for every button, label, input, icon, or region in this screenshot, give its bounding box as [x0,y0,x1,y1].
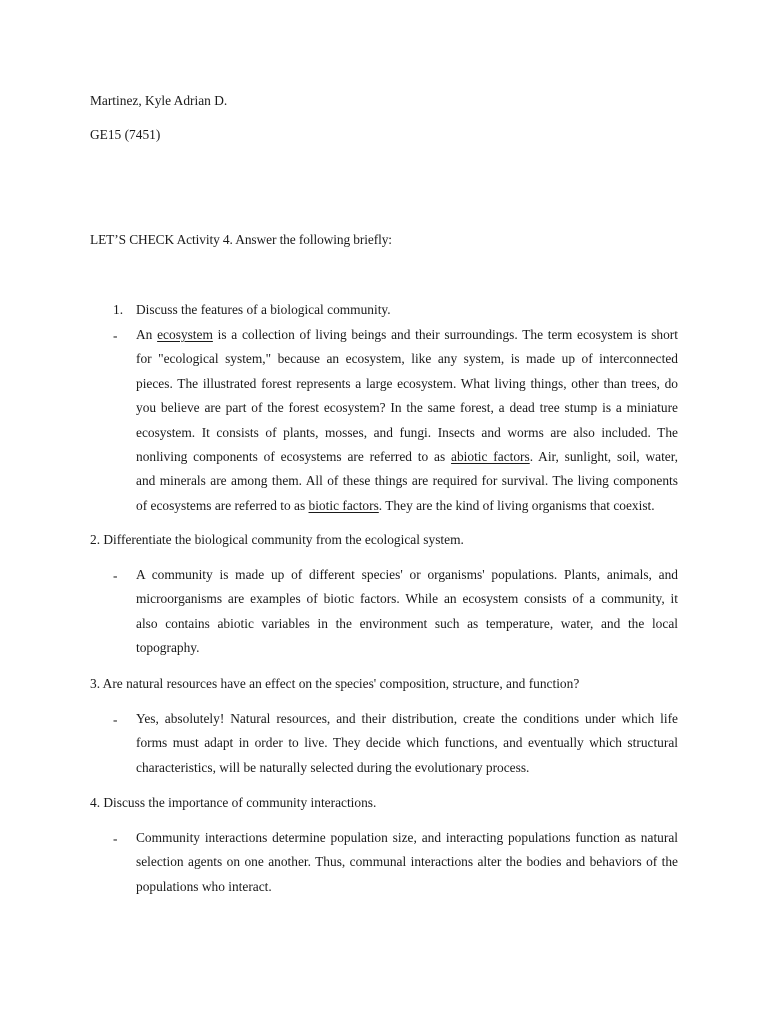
question-1-text: Discuss the features of a biological community. [136,302,391,317]
answer-3 [136,707,678,780]
answer-1-line: you believe are part of the forest ecosystem? In the same forest, a dead tree stump is a miniature [136,400,678,416]
answer-2-line: microorganisms are examples of biotic factors. While an ecosystem consists of a community, it [136,591,678,607]
question-1-number: 1. [113,302,124,317]
term-abiotic-factors: abiotic factors [451,448,530,464]
answer-4-line: populations who interact. [136,878,272,894]
question-2-text: 2. Differentiate the biological community from the ecological system. [90,532,464,547]
term-ecosystem: ecosystem [157,327,213,342]
term-biotic-factors: biotic factors [308,497,379,513]
answer-2-line: A community is made up of different species' or organisms' populations. Plants, animals, and [136,567,678,582]
answer-4-line: selection agents on one another. Thus, communal interactions alter the bodies and behaviors of the [136,854,678,870]
answer-1 [136,323,678,518]
student-name: Martinez, Kyle Adrian D. [90,93,228,108]
answer-3-line: characteristics, will be naturally selected during the evolutionary process. [136,759,530,775]
answer-1-line: for "ecological system," because an ecosystem, like any system, is made up of interconnected [136,351,678,367]
answer-3-line: Yes, absolutely! Natural resources, and their distribution, create the conditions under which life [136,711,678,726]
answer-1-line: nonliving components of ecosystems are referred to as abiotic factors. Air, sunlight, soil, water, [136,448,679,464]
course-code: GE15 (7451) [90,127,161,142]
answer-1-line: pieces. The illustrated forest represents a large ecosystem. What living things, other than trees, do [136,375,678,391]
answer-3-bullet: - [113,712,118,727]
question-4-text: 4. Discuss the importance of community interactions. [90,795,377,810]
answer-1-line: An ecosystem is a collection of living beings and their surroundings. The term ecosystem is short [136,327,678,342]
question-3-text: 3. Are natural resources have an effect on the species' composition, structure, and function? [90,676,580,691]
answer-1-line: ecosystem. It consists of plants, mosses, and fungi. Insects and worms are also included. The [136,424,678,440]
answer-3-line: forms must adapt in order to live. They decide which functions, and eventually which structural [136,735,678,751]
activity-title: LET’S CHECK Activity 4. Answer the following briefly: [90,232,392,247]
answer-2-line: also contains abiotic variables in the environment such as temperature, water, and the local [136,615,678,631]
answer-2-bullet: - [113,568,118,583]
answer-4-bullet: - [113,831,118,846]
answer-4-line: Community interactions determine population size, and interacting populations function as natural [136,830,678,845]
answer-1-bullet: - [113,328,118,343]
answer-1-line: of ecosystems are referred to as biotic factors. They are the kind of living organisms that coexist. [136,497,655,513]
answer-2-line: topography. [136,640,200,656]
answer-1-line: and minerals are among them. All of these things are required for survival. The living components [136,473,678,489]
answer-2 [136,563,678,661]
answer-4 [136,826,678,899]
